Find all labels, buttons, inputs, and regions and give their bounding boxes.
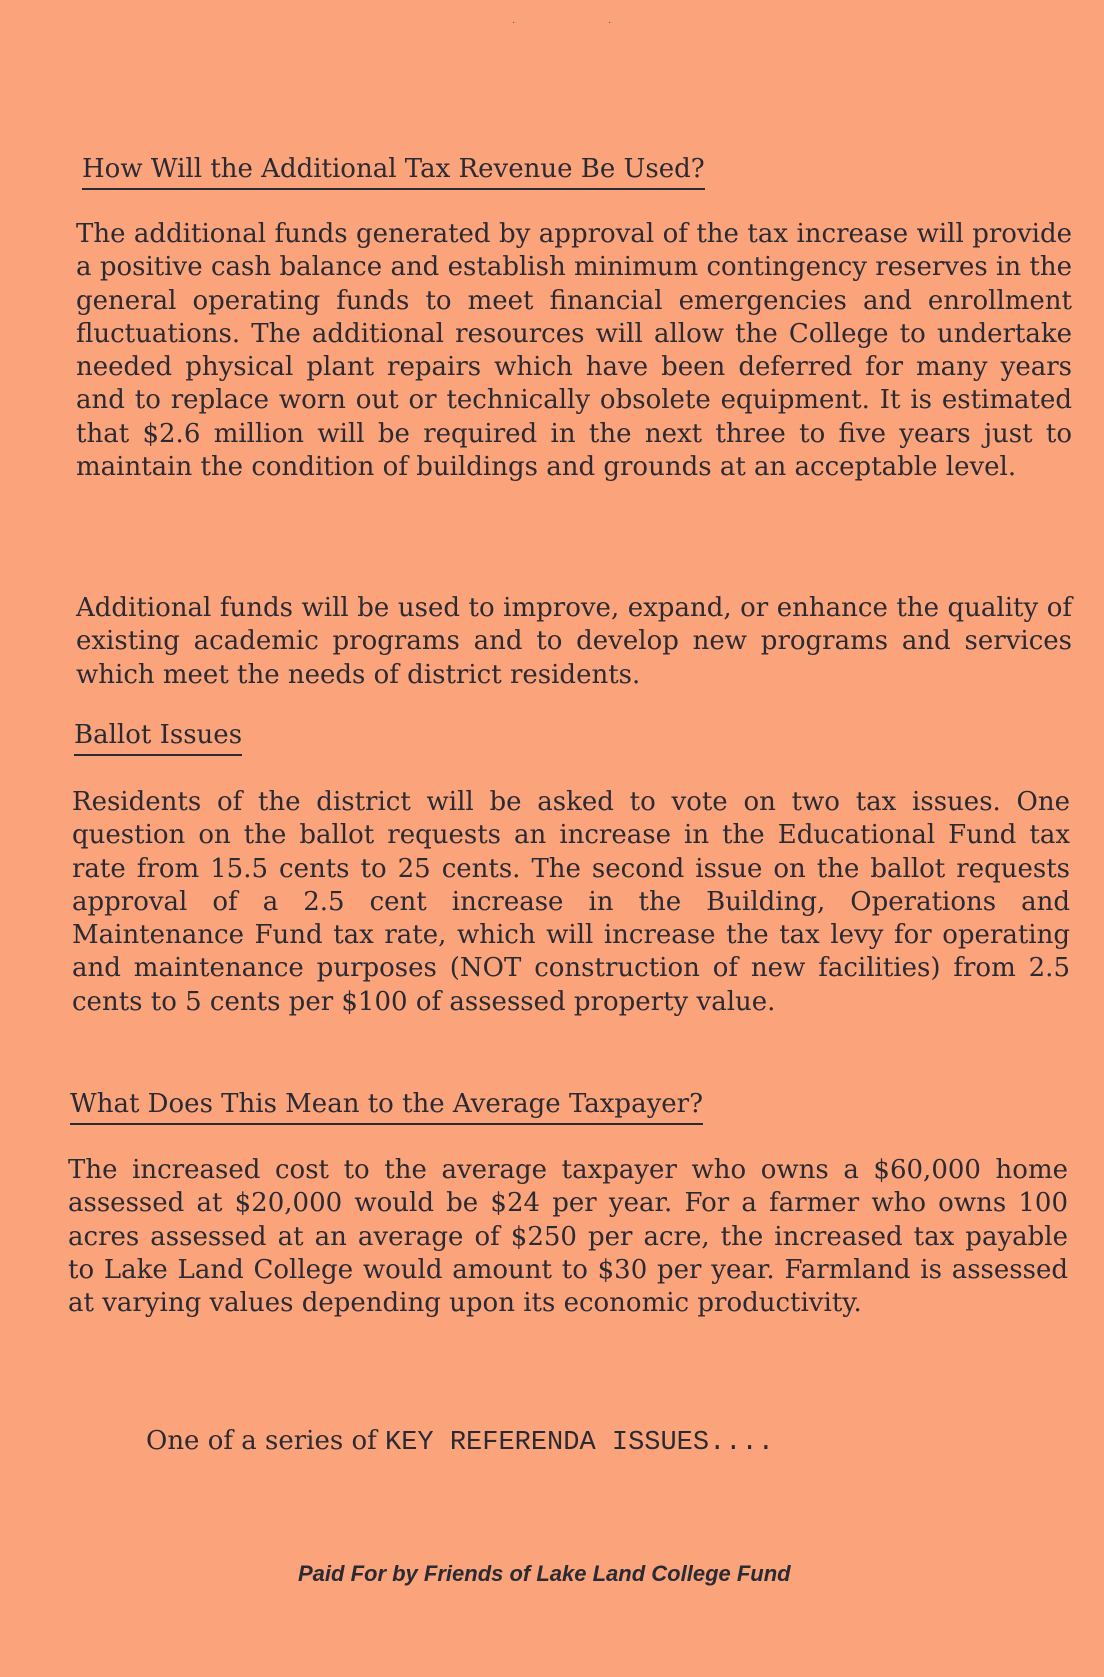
ballot-paragraph: Residents of the district will be asked to vote on two tax issues. One question on the ballot requests an increase in the Educational Fund tax rate from 15.5 cents to 25 cents. The second issue on the ballot requests approval of a 2.5 cent increase in the Building, Operations and Maintenance Fund tax rate, which will increase the tax levy for operating and maintenance purposes (NOT construction of new facilities) from 2.5 cents to 5 cents per $100 of assessed property value. — [72, 787, 1070, 1017]
paper-speck: · — [512, 18, 516, 29]
paid-for-footer: Paid For by Friends of Lake Land College Fund — [298, 1561, 791, 1586]
taxpayer-paragraph: The increased cost to the average taxpayer who owns a $60,000 home assessed at $20,000 would be $24 per year. For a farmer who owns 100 acres assessed at an average of $250 per acre, the increased tax payable to Lake Land College would amount to $30 per year. Farmland is assessed at varying values depending upon its economic productivity. — [68, 1155, 1068, 1319]
revenue-paragraph-1: The additional funds generated by approval of the tax increase will provide a positive cash balance and establish minimum contingency reserves in the general operating funds to meet financial emergencies and enrollment fluctuations. The additional resources will allow the College to undertake needed physical plant repairs which have been deferred for many years and to replace worn out or technically obsolete equipment. It is estimated that $2.6 million will be required in the next three to five years just to maintain the condition of buildings and grounds at an acceptable level. — [76, 219, 1072, 483]
paper-speck: · — [608, 18, 612, 29]
ballot-heading: Ballot Issues — [74, 718, 242, 756]
revenue-heading: How Will the Additional Tax Revenue Be Used? — [82, 152, 705, 190]
series-note-emphasis: KEY REFERENDA ISSUES.... — [385, 1428, 774, 1458]
series-note — [146, 1426, 774, 1458]
revenue-paragraph-2: Additional funds will be used to improve, expand, or enhance the quality of existing academic programs and to develop new programs and services which meet the needs of district residents. — [76, 593, 1072, 690]
taxpayer-heading: What Does This Mean to the Average Taxpayer? — [70, 1087, 703, 1125]
series-note-prefix: One of a series of — [146, 1426, 377, 1456]
